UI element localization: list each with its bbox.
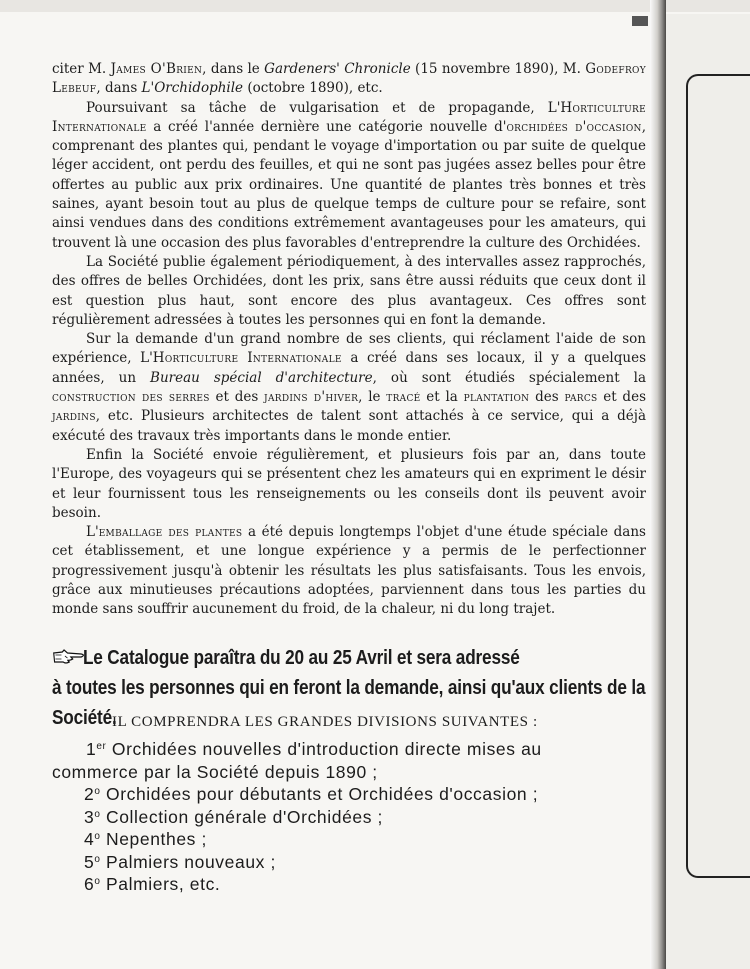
notice-text-1: Le Catalogue paraîtra du 20 au 25 Avril et sera adressé — [82, 647, 520, 669]
text-run: La Société publie également périodiquement, à des intervalles assez rapprochés, des offres de belles Orchidées, dont les prix, sans être aussi réduits que ceux dont il est question plus haut, sont encore des plus avantageux. Ces offres sont régulièrement adressées à toutes les personnes qui en font la demande. — [52, 253, 646, 328]
text-run: des — [529, 389, 565, 406]
division-number: 4 — [84, 829, 95, 849]
paragraph-1 — [52, 60, 646, 99]
division-item — [52, 806, 652, 829]
paragraph-5 — [52, 446, 646, 523]
division-item — [52, 738, 652, 761]
division-ordinal: o — [94, 808, 101, 820]
small-caps-run: orchidées d'occasion — [506, 118, 642, 135]
small-caps-run: tracé — [386, 389, 421, 406]
division-ordinal: er — [96, 741, 107, 752]
notice-line-1 — [52, 643, 652, 673]
division-ordinal: o — [94, 853, 101, 865]
small-caps-run: James O'Brien — [110, 61, 203, 77]
text-run: , comprenant des plantes qui, pendant le voyage d'importation ou par suite de quelque léger accident, ont perdu des feuilles, et qui ne sont pas jugées assez belles pour être offertes au public aux prix ordinaires. Une quantité de plantes très bonnes et très saines, ayant besoin tout au plus de quelque temps de culture pour se refaire, sont ainsi vendues dans des conditions extrêmement avantageuses pour les amateurs, qui trouvent là une occasion des plus favorables d'entreprendre la culture des Orchidées. — [52, 118, 647, 251]
division-number: 2 — [84, 784, 95, 804]
division-number: 6 — [84, 874, 95, 894]
text-run: (octobre 1890), etc. — [243, 80, 383, 97]
paragraph-4 — [52, 330, 646, 446]
text-run: L' — [86, 524, 99, 541]
text-run: et des — [209, 389, 265, 406]
pointing-hand-icon — [52, 649, 86, 665]
italic-run: Bureau spécial d'architecture — [150, 369, 373, 386]
body-text — [52, 60, 646, 620]
text-run: a créé dans ses locaux, il y a quelques années, un — [52, 350, 647, 386]
small-caps-run: plantation — [463, 389, 530, 406]
text-run: , dans — [96, 80, 142, 97]
division-text: Palmiers nouveaux ; — [100, 851, 276, 872]
notice-text-2: à toutes les personnes qui en feront la demande, ainsi qu'aux clients de la Société. — [52, 677, 646, 729]
text-run: citer M. — [52, 61, 111, 77]
facing-page-edge — [666, 14, 750, 969]
italic-run: L'Orchidophile — [141, 80, 244, 97]
division-text: Collection générale d'Orchidées ; — [100, 806, 384, 827]
division-text: Orchidées pour débutants et Orchidées d'occasion ; — [100, 784, 539, 804]
corner-mark — [632, 16, 648, 26]
division-text: Nepenthes ; — [100, 829, 207, 849]
division-ordinal: o — [94, 786, 101, 797]
paragraph-2 — [52, 99, 646, 253]
small-caps-run: Godefroy Lebeuf — [52, 61, 646, 97]
division-item — [52, 873, 652, 896]
facing-page-frame — [686, 74, 750, 878]
text-run: a créé l'année dernière une catégorie nouvelle d' — [146, 118, 507, 135]
division-item — [52, 851, 652, 874]
text-run: et la — [420, 389, 464, 406]
division-number: 1 — [86, 739, 97, 759]
text-run: Enfin la Société envoie régulièrement, et plusieurs fois par an, dans toute l'Europe, des voyageurs qui se présentent chez les amateurs qui en expriment le désir et leur fournissent tous les renseignements ou les conseils dont ils peuvent avoir besoin. — [52, 446, 646, 521]
italic-run: Gardeners' Chronicle — [264, 61, 411, 77]
small-caps-run: Horticulture Internationale — [52, 99, 646, 135]
small-caps-run: jardins d'hiver — [264, 389, 359, 406]
text-run: et des — [597, 389, 646, 406]
paragraph-6 — [52, 523, 646, 619]
text-run: Sur la demande d'un grand nombre de ses clients, qui réclament l'aide de son expérience, L' — [52, 331, 646, 367]
small-caps-run: emballage des plantes — [98, 524, 243, 541]
text-run: , le — [358, 389, 387, 406]
text-run: , etc. Plusieurs architectes de talent sont attachés à ce service, qui a déjà exécuté des travaux très importants dans le monde entier. — [52, 408, 646, 444]
small-caps-run: parcs — [564, 389, 598, 406]
small-caps-run: Horticulture Internationale — [152, 350, 342, 367]
division-number: 3 — [84, 806, 95, 827]
division-ordinal: o — [94, 831, 101, 842]
small-caps-run: jardins — [52, 408, 96, 425]
paragraph-3 — [52, 253, 646, 330]
division-ordinal: o — [94, 876, 101, 887]
division-number: 5 — [84, 851, 95, 872]
book-spine — [650, 0, 666, 969]
small-caps-run: construction des serres — [52, 389, 210, 406]
text-run: , dans le — [202, 61, 265, 77]
division-text: Orchidées nouvelles d'introduction directe mises au — [106, 739, 542, 759]
division-text: Palmiers, etc. — [100, 874, 221, 894]
text-run: a été depuis longtemps l'objet d'une étude spéciale dans cet établissement, et une longue expérience y a permis de le perfectionner progressivement jusqu'à obtenir les résultats les plus satisfaisants. Tous les envois, grâce aux minutieuses précautions adoptées, parviennent dans tous les parties du monde sans souffrir aucunement du froid, de la chaleur, ni du long trajet. — [52, 524, 646, 618]
text-run: , où sont étudiés spécialement la — [372, 369, 647, 386]
text-run: (15 novembre 1890), M. — [410, 61, 586, 77]
text-run: Poursuivant sa tâche de vulgarisation et de propagande, L' — [86, 99, 561, 116]
division-item — [52, 828, 652, 851]
page-top-edge — [0, 0, 750, 12]
division-continuation: commerce par la Société depuis 1890 ; — [52, 761, 378, 782]
divisions-heading: IL COMPRENDRA LES GRANDES DIVISIONS SUIVANTES : — [112, 714, 538, 730]
division-item — [52, 783, 652, 806]
divisions-list — [52, 738, 652, 896]
